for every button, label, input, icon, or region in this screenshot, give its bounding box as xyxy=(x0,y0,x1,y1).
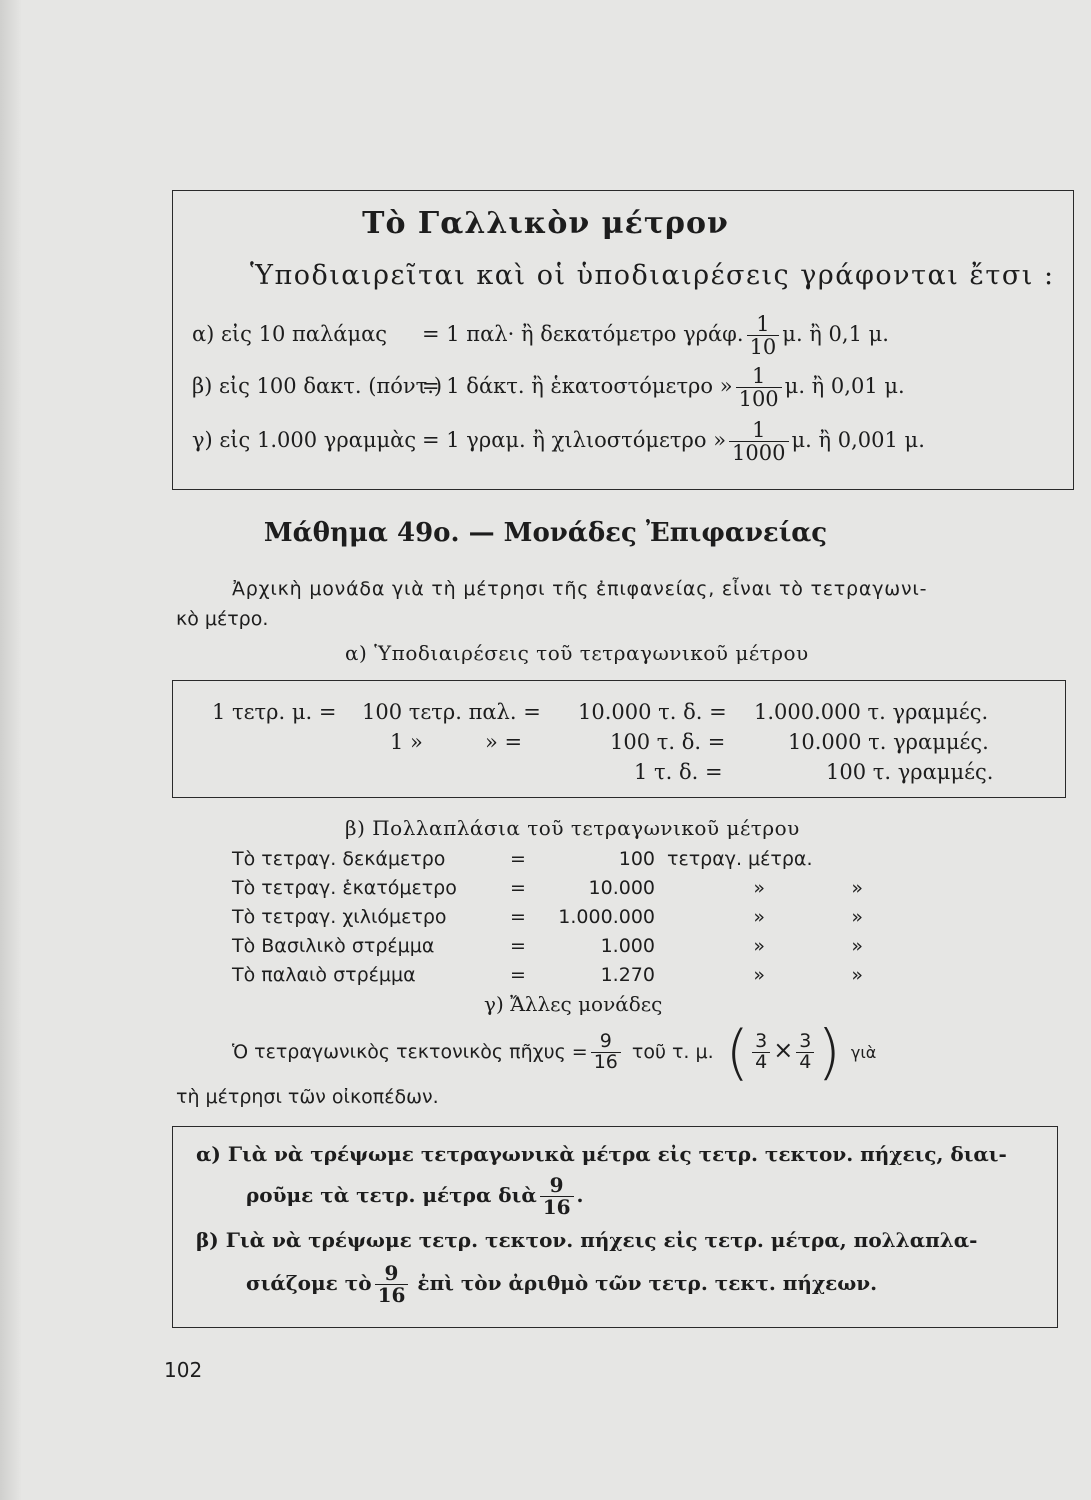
multiple-name: Τὸ τετραγ. ἑκατόμετρο xyxy=(232,877,457,899)
multiple-unit: » xyxy=(753,877,765,899)
multiple-value: 1.000 xyxy=(600,935,655,957)
metric-row-eq: = 1 παλ· ἢ δεκατόμετρο γράφ. xyxy=(422,322,744,346)
multiple-eq: = xyxy=(510,877,526,899)
multiple-value: 10.000 xyxy=(588,877,655,899)
subdiv-cell: 1 τετρ. μ. = xyxy=(212,700,337,724)
multiple-row xyxy=(232,877,863,899)
subdiv-row xyxy=(212,700,988,724)
subdiv-row xyxy=(634,760,993,784)
subheading-c: γ) Ἄλλες μονάδες xyxy=(484,992,663,1016)
multiple-value: 100 xyxy=(618,848,655,870)
metric-row-eq: = 1 δάκτ. ἢ ἑκατοστόμετρο » xyxy=(422,374,733,398)
fraction: $\frac{1}{10}$ xyxy=(747,313,780,358)
multiple-row xyxy=(232,906,863,928)
multiple-unit: » xyxy=(851,906,863,928)
multiple-name: Τὸ τετραγ. δεκάμετρο xyxy=(232,848,446,870)
multiple-eq: = xyxy=(510,935,526,957)
subheading-a: α) Ὑποδιαιρέσεις τοῦ τετραγωνικοῦ μέτρου xyxy=(345,641,809,665)
rule-b-line1: β) Γιὰ νὰ τρέψωμε τετρ. τεκτον. πήχεις εἰς τετρ. μέτρα, πολλαπλα- xyxy=(196,1228,978,1252)
lesson-intro-line2: κὸ μέτρο. xyxy=(176,608,269,630)
metric-row-tail: μ. ἢ 0,01 μ. xyxy=(784,374,905,398)
multiple-value: 1.270 xyxy=(600,964,655,986)
multiple-unit: » xyxy=(851,935,863,957)
fraction: $\frac{3}{4}$ xyxy=(796,1032,814,1073)
multiple-name: Τὸ παλαιὸ στρέμμα xyxy=(232,964,416,986)
page-number: 102 xyxy=(164,1358,203,1382)
multiple-row xyxy=(232,935,863,957)
fraction: $\frac{9}{16}$ xyxy=(375,1263,409,1306)
multiple-unit: » xyxy=(753,964,765,986)
metric-row xyxy=(192,414,925,466)
subdiv-cell: 10.000 τ. γραμμές. xyxy=(788,730,989,754)
lesson-heading: Μάθημα 49ο. — Μονάδες Ἐπιφανείας xyxy=(263,518,828,548)
metric-row-eq: = 1 γραμ. ἢ χιλιοστόμετρο » xyxy=(422,428,727,452)
subdiv-cell: » = xyxy=(485,730,523,754)
rule-b-text: ἐπὶ τὸν ἀριθμὸ τῶν τετρ. τεκτ. πήχεων. xyxy=(417,1271,878,1295)
lesson-intro-line1: Ἀρχικὴ μονάδα γιὰ τὴ μέτρησι τῆς ἐπιφανείας, εἶναι τὸ τετραγωνι- xyxy=(232,578,928,600)
subdiv-cell: 1 τ. δ. = xyxy=(634,760,723,784)
fraction: $\frac{3}{4}$ xyxy=(752,1032,770,1073)
multiple-eq: = xyxy=(510,964,526,986)
multiple-unit: » xyxy=(753,935,765,957)
fraction: $\frac{9}{16}$ xyxy=(591,1032,621,1073)
multiple-value: 1.000.000 xyxy=(558,906,655,928)
rule-a-line2 xyxy=(246,1168,584,1222)
fraction: $\frac{9}{16}$ xyxy=(540,1175,574,1218)
subdiv-cell: 10.000 τ. δ. = xyxy=(578,700,727,724)
pechys-text: Ὁ τετραγωνικὸς τεκτονικὸς πῆχυς = xyxy=(232,1041,588,1063)
pechys-line2: τὴ μέτρησι τῶν οἰκοπέδων. xyxy=(176,1086,439,1108)
metric-row-tail: μ. ἢ 0,1 μ. xyxy=(782,322,889,346)
multiple-row xyxy=(232,964,863,986)
metric-row xyxy=(192,308,889,360)
open-paren: ( xyxy=(725,1017,750,1088)
rule-a-line1: α) Γιὰ νὰ τρέψωμε τετραγωνικὰ μέτρα εἰς τετρ. τεκτον. πήχεις, διαι- xyxy=(196,1142,1007,1166)
rule-b-text: σιάζομε τὸ xyxy=(246,1271,372,1295)
fraction: $\frac{1}{100}$ xyxy=(736,365,782,410)
multiple-eq: = xyxy=(510,906,526,928)
pechys-tail: γιὰ xyxy=(850,1043,877,1062)
subdiv-cell: 100 τ. δ. = xyxy=(610,730,726,754)
metric-title: Τὸ Γαλλικὸν μέτρον xyxy=(362,206,729,241)
subdiv-cell: 100 τ. γραμμές. xyxy=(826,760,994,784)
rule-a-end: . xyxy=(576,1183,584,1207)
pechys-mid: τοῦ τ. μ. xyxy=(631,1041,714,1063)
multiple-unit: » xyxy=(851,964,863,986)
multiple-unit: » xyxy=(753,906,765,928)
metric-row-label: β) εἰς 100 δακτ. (πόντ.) xyxy=(192,374,443,398)
subdiv-cell: 1 » xyxy=(390,730,423,754)
rule-a-text: ροῦμε τὰ τετρ. μέτρα διὰ xyxy=(246,1183,537,1207)
multiple-name: Τὸ Βασιλικὸ στρέμμα xyxy=(232,935,435,957)
pechys-line xyxy=(232,1017,877,1088)
metric-row-label: γ) εἰς 1.000 γραμμὰς xyxy=(192,428,417,452)
metric-row-tail: μ. ἢ 0,001 μ. xyxy=(791,428,925,452)
times-sign: × xyxy=(773,1036,794,1064)
multiple-unit: τετραγ. μέτρα. xyxy=(667,848,813,870)
fraction: $\frac{1}{1000}$ xyxy=(729,419,788,464)
subdiv-row xyxy=(390,730,989,754)
rule-b-line2 xyxy=(246,1256,877,1310)
subheading-b: β) Πολλαπλάσια τοῦ τετραγωνικοῦ μέτρου xyxy=(345,816,800,840)
multiple-row xyxy=(232,848,812,870)
subdiv-cell: 100 τετρ. παλ. = xyxy=(362,700,541,724)
close-paren: ) xyxy=(817,1017,841,1088)
multiple-unit: » xyxy=(851,877,863,899)
metric-row xyxy=(192,360,905,412)
metric-row-label: α) εἰς 10 παλάμας xyxy=(192,322,388,346)
subdiv-cell: 1.000.000 τ. γραμμές. xyxy=(754,700,989,724)
multiple-name: Τὸ τετραγ. χιλιόμετρο xyxy=(232,906,447,928)
multiple-eq: = xyxy=(510,848,526,870)
metric-intro: Ὑποδιαιρεῖται καὶ οἱ ὑποδιαιρέσεις γράφονται ἔτσι : xyxy=(250,260,1055,291)
